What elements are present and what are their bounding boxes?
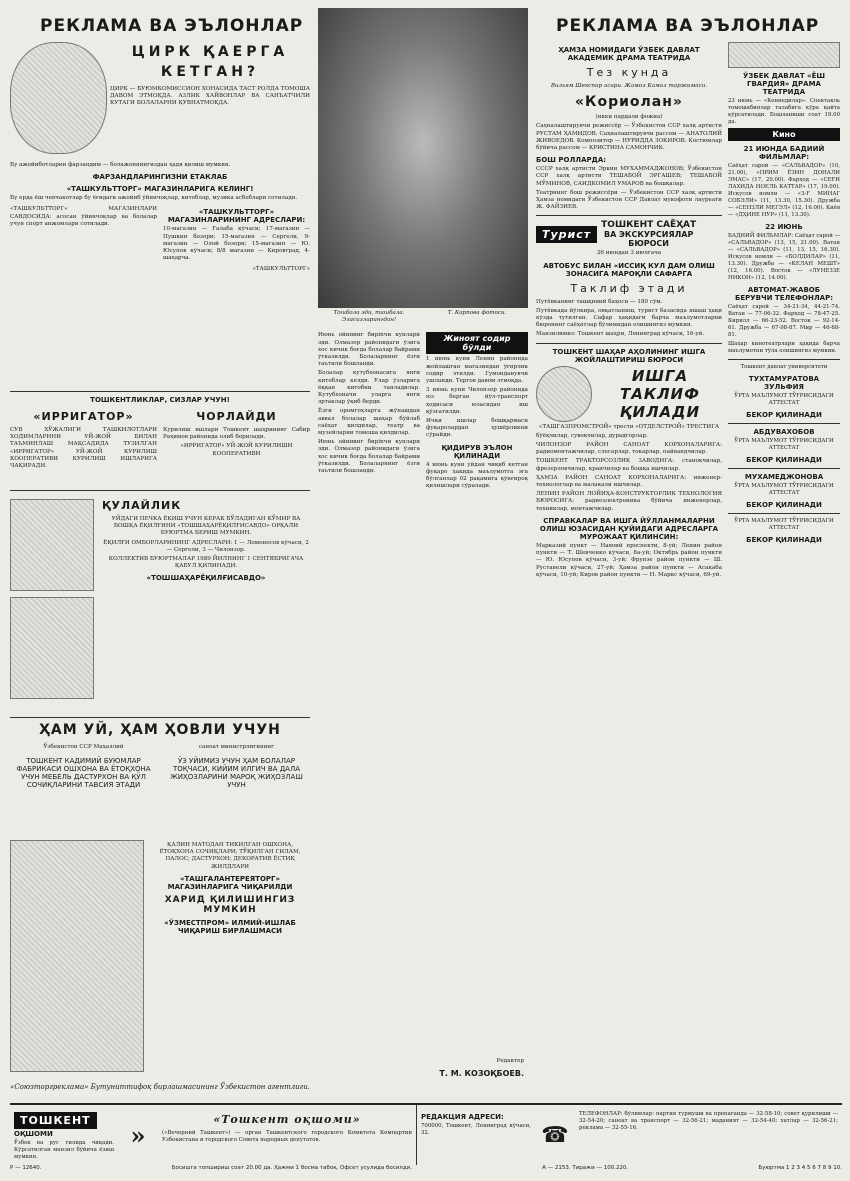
- footer-paper-name: «Тошкент оқшоми»: [213, 1113, 361, 1126]
- imprint-center: Босишга топшириш соат 20.00 да. Ҳажми 1 босма табоқ. Офсет усулида босилди.: [171, 1165, 412, 1171]
- home-list: ҚАЛИН МАТОДАН ТИКИЛГАН ОШХОНА, ЁТОҚХОНА СОЧИҚЛАРИ; ТЎҚИЛГАН ГИЛАМ, ПАЛОС; ДАСТУРХОН; ДЕКОРАТИВ ЁСТИҚ ЖИЛДЛАРИ: [159, 842, 301, 870]
- kulaylik-signature: «ТОШШАҲАРЁҚИЛҒИСАВДО»: [146, 574, 266, 583]
- imprint-left: Р — 12640.: [10, 1165, 42, 1171]
- footer-phones: ТЕЛЕФОНЛАР: бўлимлар: партия турмуши ва пропаганда — 32-58-10; совет қурилиши — 32-54-20; саноат ва транспорт — 32-56-21; маданият — 32-54-40; хатлар — 32-56-21; реклама — 32-55-16.: [579, 1111, 838, 1131]
- schedule-day-2: 22 ИЮНЬ: [765, 223, 803, 231]
- job-paragraph-5: ЛЕНИН РАЙОН ЛОЙИҲА-КОНСТРУКТОРЛИК ТЕХНОЛОГИЯ БЮРОСИГА: радиоэлектроника бўйича инженерлар, техниклар, монтажчилар.: [536, 491, 722, 512]
- divider: [10, 490, 310, 491]
- crime-paragraph-2: 3 июнь куни Чилонзор районида юз берган йўл-транспорт ҳодисаси юзасидан иш қўзғатилди.: [426, 387, 528, 415]
- circus-signature: «ТАШКУЛЬТТОРГ»: [252, 266, 310, 273]
- home-buy: ХАРИД ҚИЛИШИНГИЗ МУМКИН: [164, 894, 296, 915]
- divider: [728, 359, 840, 360]
- notice-3-name: МУХАМЕДЖОНОВА: [744, 473, 824, 481]
- rubric-left: РЕКЛАМА ВА ЭЪЛОНЛАР: [40, 16, 304, 36]
- job-info: Марказий пункт — Навоий проспекти, 8-уй; Ленин район пункти — Т. Шевченко кўчаси, 8а-уй; Октябрь район пункти — Ю. Юсупов кўчаси, 3-уй; Фрунзе район пункти — Ш. Руставели кўчаси, 27-уй; Ҳамза район пункти — Асакаба кўчаси, 10-уй; Киров район пункти — Н. Маркс кўчаси, 69-уй.: [536, 542, 722, 578]
- irrigator-signature: «ИРРИГАТОР» УЙ-ЖОЙ КУРИЛИШИ КООПЕРАТИВИ: [180, 443, 293, 457]
- kino-label: Кино: [728, 128, 840, 141]
- tourist-logo: Турист: [536, 226, 597, 243]
- job-title-3: ҚИЛАДИ: [619, 402, 701, 421]
- circus-title-1: ЦИРК ҚАЕРГА: [131, 44, 289, 60]
- story-paragraph-3: Ёзги оромгоҳларга жўнашдан аввал болалар шаҳар бўйлаб саёҳат қилдилар, театр ва музейларни томоша қилдилар.: [318, 408, 420, 437]
- divider: [10, 391, 310, 392]
- theatre-genre: (икки пардали фожиа): [595, 114, 663, 121]
- tourist-ad: [536, 220, 722, 338]
- job-paragraph-2: ЧИЛОНЗОР РАЙОН САНОАТ КОРХОНАЛАРИГА: радиомонтажчилар, слесарлар, токарлар, пайвандчилар.: [536, 442, 722, 456]
- tourist-price: Путёвканинг ташқиний баҳоси — 180 сўм.: [536, 298, 663, 305]
- schedule-list-1: Саёҳат сарой — «САЛЬВАДОР» (10, 21.00), «ПРИМ ЁЗИН ДОНАЛИ ЭМАС» (17, 20.00). Фарҳод — «СЕҒИ ЛАХИДА НОЕЛЬ КАТТАР» (17, 19.00). Искусов номли — «З-Ғ МИНАГ СОБЭЛИ» (11, 13.30, 15.30). Дружба — «СЕНЗЛИ МЕГЭЛ» (12, 16.00). Киёв — «ДҲИНЕ НУР» (11, 13.30).: [728, 163, 840, 218]
- column-schedule: [728, 42, 840, 581]
- circus-paragraph-1: ЦИРК — БУЮМКОМИССИОН ХОНАСИДА ТАСТ РОЛДА ТОМОША ДАВОМ ЭТМОҚДА. АЗЛИК ХАЙВОНЛАР ВА САНЪАТЧИЛИ КУТАГИ БОЛАЛАРНИ ҚУВНАТМОҚДА.: [110, 86, 310, 107]
- notice-1-org: Тошкент давлат университети: [740, 364, 828, 370]
- irrigator-right-text: Курилиш ишлари Тошкент шаҳрининг Сабир Раҳимов районида олиб борилади.: [163, 427, 310, 441]
- divider: [728, 423, 840, 424]
- theatre-mask-icon: [728, 42, 840, 68]
- household-illustration: [10, 840, 144, 1072]
- circus-heading-children: ФАРЗАНДЛАРИНГИЗНИ ЕТАКЛАБ: [92, 173, 228, 182]
- divider: [536, 215, 722, 216]
- kulaylik-ad: [10, 495, 310, 713]
- notice-1-name: ТУХТАМУРАТОВА ЗУЛЬФИЯ: [748, 375, 820, 391]
- schedule-theatre-text: 23 июнь — «Кеннедилар». Спектакль томошабинлар талабига кўра қайта кўрсатилади. Бошланиши соат 19.00 да.: [728, 98, 840, 125]
- notice-3-doc: ЎРТА МАЪЛУМОТ ТЎҒРИСИДАГИ АТТЕСТАТ: [734, 483, 834, 496]
- story-paragraph-1: Июнь ойининг бирinчи кунлари эди. Олмазор районидаги ўзига хос кичик боғда болалар байрами ўтказилди. Болаларнинг ёзги таътили бошланди.: [318, 332, 420, 368]
- footer-address: 700000, Тошкент, Ленинград кўчаси, 32.: [421, 1123, 531, 1136]
- home-ad: [10, 722, 310, 1132]
- irrigator-title-right: ЧОРЛАЙДИ: [196, 410, 277, 423]
- crime-paragraph-3: Ички ишлар бошқармаси фуқаролардан ҳушёрликни сўрайди.: [426, 418, 528, 439]
- circus-addresses-left: «ТАШКУЛЬТТОРГ» МАГАЗИНЛАРИ САВДОСИДА: асосан ўйинчоқлар ва болалар учун спорт анжомлари сотилади.: [10, 206, 157, 227]
- job-bureau-emblem-icon: [536, 366, 592, 422]
- notice-2-void: БЕКОР ҚИЛИНАДИ: [746, 456, 822, 464]
- job-paragraph-1: бўёқчилар, сувоқчилар, дурадгорлар.: [536, 432, 648, 439]
- kulaylik-paragraph-2: ЁҚИЛҒИ ОМБОРЛАРИНИНГ АДРЕСЛАРИ: 1 — Ломоносов кўчаси, 2 — Сергели, 3 — Чилонзор.: [103, 539, 309, 553]
- tourist-address: Манзилимиз: Тошкент шаҳри, Ленинград кўчаси, 16-уй.: [536, 331, 705, 338]
- schedule-theatre-name: ЎЗБЕК ДАВЛАТ «ЁШ ГВАРДИЯ» ДРАМА ТЕАТРИДА: [742, 72, 826, 96]
- phone-icon: ☎: [541, 1122, 569, 1148]
- stove-illustration: [10, 499, 94, 591]
- story-paragraph-2: Болалар кутубхонасига янги китоблар келди. Улар ўзларига ёққан китобни танладилар. Кутубхоначи уларга янги эртаклар ўқиб берди.: [318, 370, 420, 406]
- notice-3-void: БЕКОР ҚИЛИНАДИ: [746, 501, 822, 509]
- notice-1-doc: ЎРТА МАЪЛУМОТ ТЎҒРИСИДАГИ АТТЕСТАТ: [734, 393, 834, 406]
- irrigator-title: «ИРРИГАТОР»: [33, 410, 134, 423]
- imprint: [10, 1165, 842, 1171]
- theatre-author: Вильям Шекспир асари. Жамол Камал таржимаси.: [550, 83, 708, 89]
- home-left-text: ТОШКЕНТ КАДИМИЙ БУЮМЛАР ФАБРИКАСИ ОШХОНА ВА ЁТОҚХОНА УЧУН МЕБЕЛЬ ДАСТУРХОН ВА ҚЎЛ СОЧИҚЛАРИНИ ТАВСИЯ ЭТАДИ: [16, 757, 151, 790]
- crime-paragraph-1: 1 июнь куни Ленин районида жойлашган магазиндан ўғирлик содир этилди. Гумонданувчи ушланди. Тергов давом этмоқда.: [426, 356, 528, 385]
- theatre-credits: Саҳналаштирувчи режиссёр — Ўзбекистон ССР халқ артисти РУСТАМ ҲАМИДОВ. Саҳналаштирувчи рассом — АНАТОЛИЙ ЖИВОЕДОВ. Композитор — НУРИДДА ЗОКИРОВ. Костюмлар бўйича рассом — КРИСТИНА САМОНЧИК.: [536, 123, 722, 152]
- theatre-roles-title: БОШ РОЛЛАРДА:: [536, 156, 607, 165]
- kulaylik-paragraph-1: УЙДАГИ ПЕЧКА ЁКИШ УЧУН КЕРАК БЎЛАДИГАН КЎМИР ВА БОШҚА ЁҚИЛҒИНИ «ТОШШАҲАРЁҚИЛҒИСАВДО» ОРҚАЛИ БУЮРТМА БЕРИШ МУМКИН.: [111, 516, 301, 537]
- footer: [10, 1103, 842, 1165]
- theatre-ad: [536, 46, 722, 211]
- notice-2-name: АБДУВАХОБОВ: [753, 428, 815, 436]
- circus-title-2: КЕТГАН?: [160, 64, 260, 80]
- column-right: [536, 8, 842, 581]
- job-paragraph-3: ТОШКЕНТ ТРАКТОРСОЗЛИК ЗАВОДИГА: станокчилар, фрезерловчилар, кранчилар ва бошқа ишчилар.: [536, 458, 722, 472]
- job-kicker: ТОШКЕНТ ШАҲАР АҲОЛИНИНГ ИШГА ЖОЙЛАШТИРИШ БЮРОСИ: [552, 347, 706, 364]
- job-ad: [536, 348, 722, 579]
- schedule-list-2: БАДИИЙ ФИЛЬМЛАР: Саёҳат сарой — «САЛЬВАДОР» (13, 15, 21.00). Ватан — «САЛЬВАДОР» (11, 13, 15, 16.30). Искусов номли — «БОЛДИЛАР» (11, 13.30). Дружба — «КЕЛАН МЕШТ» (12, 16.00). Восток — «ЛУНЕЗЗЕ НИКОН» (12, 14.00).: [728, 233, 840, 281]
- theatre-name: ҲАМЗА НОМИДАГИ ЎЗБЕК ДАВЛАТ АКАДЕМИК ДРАМА ТЕАТРИДА: [558, 46, 700, 62]
- irrigator-kicker: ТОШКЕНТЛИКЛАР, СИЗЛАР УЧУН!: [90, 396, 230, 404]
- circus-heading-store: «ТАШКУЛЬТТОРГ» МАГАЗИНЛАРИГА КЕЛИНГ!: [66, 185, 254, 194]
- truck-illustration: [10, 597, 94, 699]
- footer-logo: ТОШКЕНТ: [14, 1112, 97, 1129]
- job-paragraph-4: ҲАМЗА РАЙОН САНОАТ КОРХОНАЛАРИГА: инженер-технологлар ва малакали ишчилар.: [536, 474, 722, 489]
- circus-paragraph-2: Бу ажойиботларни фарзандим — болажоннингиздан ҳадя қилиш мумкин.: [10, 162, 231, 168]
- photo-left-caption: Тошбола эди, ташбала. Эласизларингдан!: [333, 310, 405, 324]
- job-info-title: СПРАВКАЛАР ВА ИШГА ЙЎЛЛАНМАЛАРНИ ОЛИШ ЮЗАСИДАН ҚУЙИДАГИ АДРЕСЛАРГА МУРОЖААТ ҚИЛИНСИН:: [539, 516, 719, 541]
- tourist-invite: Таклиф этади: [570, 281, 688, 295]
- imprint-right-1: А — 2153. Тиражи — 100.220.: [542, 1165, 629, 1171]
- footer-paper-text: («Вечерний Ташкент») — орган Ташкентского городского Комитета Компартии Узбекистана и городского Совета народных депутатов.: [162, 1130, 412, 1143]
- divider: [728, 468, 840, 469]
- tourist-date: 26 июндан 3 июлгача: [596, 250, 662, 257]
- home-arrived: «ТАШГАЛАНТЕРЕЯТОРГ» МАГАЗИНЛАРИГА ЧИҚАРИЛДИ: [167, 874, 293, 891]
- tourist-title-1: ТОШКЕНТ САЁҲАТ: [601, 220, 697, 231]
- schedule-day-1: 21 ИЮНДА БАДИИЙ ФИЛЬМЛАР:: [743, 145, 825, 161]
- footer-left-text: Ўзбек ва рус тилида чиқади. Кўрсатилган манзил бўйича ёзиш мумкин.: [14, 1140, 114, 1160]
- crime-heading: Жиноят содир бўлди: [426, 332, 528, 354]
- circus-addresses-right: 10-магазин — Ғалаба кўчаси; 17-магазин — Пушкин бозори; 15-магазин — Сергели, 9-магазин — Олой бозори; 15-магазин — Ю. Юсупов кўчаси; 8/8 магазин — Кировград, 4-шаҳарча.: [163, 226, 310, 262]
- rubric-right: РЕКЛАМА ВА ЭЪЛОНЛАР: [556, 16, 820, 36]
- footer-logo-2: ОҚШОМИ: [14, 1130, 53, 1138]
- divider: [728, 513, 840, 514]
- notice-4-void: БЕКОР ҚИЛИНАДИ: [746, 536, 822, 544]
- editor-name: Т. М. КОЗОҚБОЕВ.: [439, 1069, 524, 1078]
- home-signature: «Союзторгреклама» Бутуниттифоқ бирлашмасининг Ўзбекистон агентлиги.: [10, 1083, 310, 1091]
- column-center: [318, 8, 528, 1100]
- job-title-2: ТАКЛИФ: [620, 384, 700, 403]
- theatre-roles: СССР халқ артисти Эркин МУХАММАДЖОНОВ; Ўзбекистон ССР халқ артисти ТЕШАБОЙ ЭРГАШЕВ; ТЕШАБОЙ МЎМИНОВ, САИДКОМИЛ УМАРОВ ва бошқалар.: [536, 166, 722, 187]
- theatre-soon: Тез кунда: [586, 66, 672, 79]
- story-paragraph-1-cont: Июнь ойининг бирinчи кунлари эди. Олмазор районидаги ўзига хос кичик боғда болалар байрами ўтказилди. Болаларнинг ёзги таътили бошланди.: [318, 439, 420, 475]
- divider: [536, 343, 722, 344]
- tourist-body: Путёвкада йўлкира, овқатланиш, турист базасида яшаш ҳақи кўзда тутилган. Сафар ҳақидаги барча маълумотларни бюронинг саёҳатлар бўлимидан олишингиз мумкин.: [536, 307, 722, 329]
- circus-ad: [10, 42, 310, 387]
- circus-addresses-title: «ТАШКУЛЬТТОРГ» МАГАЗИНЛАРИНИНГ АДРЕСЛАРИ:: [167, 208, 306, 225]
- theatre-play: «Кориолан»: [575, 94, 683, 111]
- imprint-right-2: Буюртма 1 2 3 4 5 6 7 8 9 10.: [758, 1165, 842, 1171]
- home-org-2: саноат министрлигининг: [198, 744, 275, 750]
- home-right-text: ЎЗ УЙИМИЗ УЧУН ҲАМ БОЛАЛАР ТОҚЧАСИ, КИЙИМ ИЛГИЧ ВА ДАЛА ЖИҲОЗЛАРИНИ МАРОҚ ЖИҲОЗЛАШ УЧУН: [170, 757, 303, 790]
- girl-photo: [318, 8, 528, 308]
- photo-credit: Т. Карпова фотоси.: [447, 310, 507, 316]
- notice-1-void: БЕКОР ҚИЛИНАДИ: [746, 411, 822, 419]
- job-org: «ТАШГАЗПРОМСТРОЙ» трести «ОТДЕЛСТРОЙ» ТРЕСТИГА: [538, 423, 720, 430]
- search-paragraph: 4 июнь куни уйдан чиқиб кетган фуқаро ҳақида маълумотга эга бўлганлар 02 рақамига қўнғироқ қилишлари сўралади.: [426, 461, 528, 490]
- home-uzmest: «ЎЗМЕСТПРОМ» ИЛМИЙ-ИШЛАБ ЧИҚАРИШ БИРЛАШМАСИ: [164, 918, 296, 935]
- home-org: Ўзбекистон ССР Маҳаллий: [43, 744, 124, 750]
- search-heading: ҚИДИРУВ ЭЪЛОН ҚИЛИНАДИ: [441, 443, 513, 460]
- home-title: ҲАМ УЙ, ҲАМ ҲОВЛИ УЧУН: [39, 722, 281, 738]
- editor-label: Редактор: [496, 1057, 524, 1064]
- irrigator-left-text: СУВ ХЎЖАЛИГИ ТАШКИЛОТЛАРИ ХОДИМЛАРИНИ УЙ-ЖОЙ БИЛАН ТАЪМИНЛАШ МАҚСАДИДА ТУЗИЛГАН «ИРРИГАТОР» УЙ-ЖОЙ КУРИЛИШ КООПЕРАТИВИ КУРИЛИШ ИШЛАРИГА ЧАҚИРАДИ.: [10, 427, 157, 470]
- column-left: [10, 8, 310, 1132]
- irrigator-ad: [10, 396, 310, 486]
- footer-arrow-icon: »: [130, 1120, 146, 1150]
- kulaylik-title: ҚУЛАЙЛИК: [102, 499, 182, 512]
- footer-redaction: РЕДАКЦИЯ АДРЕСИ:: [421, 1113, 504, 1121]
- schedule-shahar: Шаҳар кинотеатрлари ҳақида барча маълумотни тўла олишингиз мумкин.: [728, 341, 840, 354]
- kulaylik-paragraph-3: КОЛЛЕКТИВ БУЮРТМАЛАР 1989 ЙИЛНИНГ 1 СЕНТЯБРИГАЧА ҚАБУЛ ҚИЛИНАДИ.: [108, 556, 304, 570]
- tourist-title-2: ВА ЭКСКУРСИЯЛАР: [603, 230, 694, 240]
- schedule-auto-title: АВТОМАТ-ЖАВОБ БЕРУВЧИ ТЕЛЕФОНЛАР:: [735, 286, 833, 302]
- tourist-route: АВТОБУС БИЛАН «ИССИҚ КУЛ ДАМ ОЛИШ ЗОНАСИГА МАРОҚЛИ САФАРГА: [543, 261, 715, 278]
- theatre-tickets: Театрнинг бош режиссёри — Ўзбекистон ССР халқ артисти Ҳамза номидаги Ўзбекистон ССР Давлат мукофоти лауреати Ж. ФАЙЗИЕВ.: [536, 189, 722, 211]
- schedule-auto: Саёҳат сарой — 34-21-34, 44-21-74. Ватан — 77-06-32. Фарҳод — 78-47-25. Кирилл — 66-23-52. Восток — 92-14-61. Дружба — 67-98-87. Мир — 46-68-81.: [728, 304, 840, 338]
- divider: [10, 717, 310, 718]
- job-title-1: ИШГА: [631, 366, 689, 385]
- tourist-title-3: БЮРОСИ: [628, 239, 669, 249]
- circus-paragraph-3: Бу ерда ёш чевчакотлар бу ёғидаги ажойиб ўйинчоқлар, китоблар, музика асбоблари сотилади.: [10, 195, 298, 202]
- notice-2-doc: ЎРТА МАЪЛУМОТ ТЎҒРИСИДАГИ АТТЕСТАТ: [734, 438, 834, 451]
- notice-4-doc: ЎРТА МАЪЛУМОТ ТЎҒРИСИДАГИ АТТЕСТАТ: [734, 518, 834, 531]
- circus-illustration: [10, 42, 107, 154]
